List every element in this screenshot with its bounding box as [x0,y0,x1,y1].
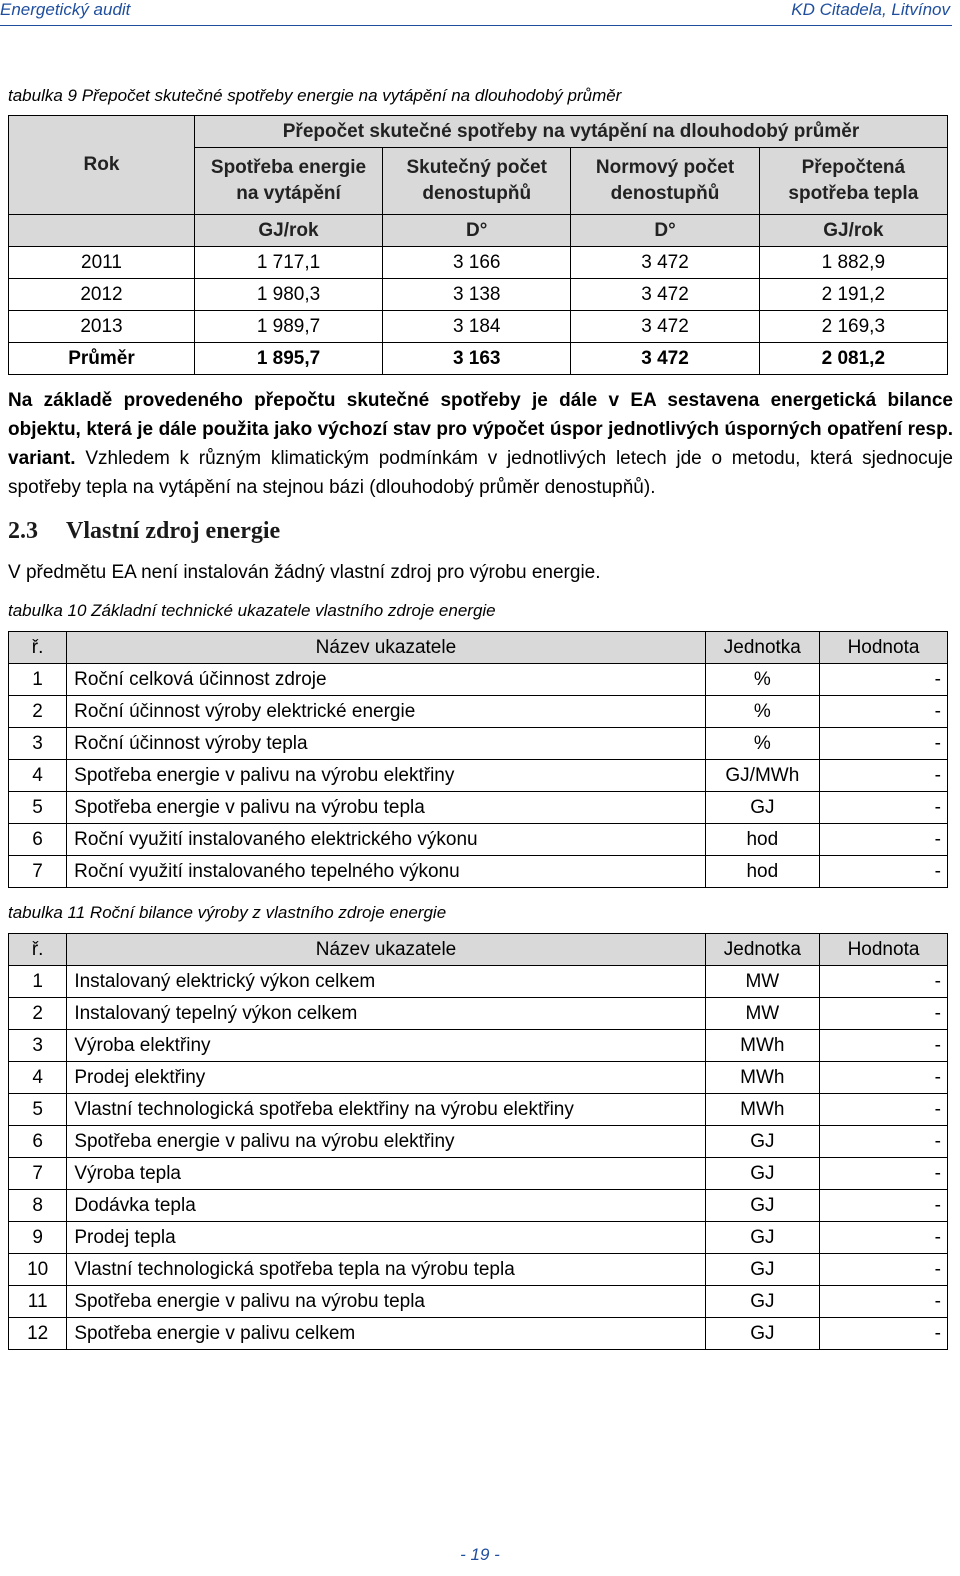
cell-number: 1 [9,664,67,696]
header-object-name: KD Citadela, Litvínov [791,0,950,19]
cell-unit: hod [705,856,819,888]
table-row [9,1126,948,1158]
cell-norm-degree-days: 3 472 [571,279,759,311]
cell-number: 8 [9,1190,67,1222]
header-col-3-line2: denostupňů [610,183,720,204]
cell-year: 2013 [9,311,195,343]
cell-unit: GJ [705,1254,819,1286]
unit-col-3: D° [571,215,759,247]
cell-value: - [820,792,948,824]
cell-number: 3 [9,728,67,760]
table9-title: Přepočet skutečné spotřeby na vytápění na dlouhodobý průměr [194,116,947,148]
technical-indicators-table [8,631,948,888]
cell-average-consumption: 1 895,7 [194,343,382,375]
table-row [9,279,948,311]
cell-value: - [820,1030,948,1062]
section-heading [8,518,280,545]
cell-name: Dodávka tepla [67,1190,705,1222]
cell-number: 5 [9,792,67,824]
cell-unit: GJ [705,1158,819,1190]
cell-unit: MWh [705,1030,819,1062]
table-row [9,728,948,760]
cell-year: 2011 [9,247,195,279]
cell-name: Výroba tepla [67,1158,705,1190]
cell-number: 7 [9,856,67,888]
cell-unit: GJ [705,1222,819,1254]
cell-unit: % [705,696,819,728]
cell-unit: % [705,728,819,760]
header-col-2-line2: denostupňů [422,183,532,204]
cell-average-recalculated: 2 081,2 [759,343,947,375]
header-rok: Rok [9,116,195,215]
cell-value: - [820,1318,948,1350]
header-col-2 [383,148,571,215]
cell-unit: MWh [705,1062,819,1094]
cell-name: Výroba elektřiny [67,1030,705,1062]
cell-unit: GJ [705,1126,819,1158]
cell-number: 6 [9,824,67,856]
cell-consumption: 1 989,7 [194,311,382,343]
table-row [9,998,948,1030]
header-rule [0,25,952,26]
unit-spacer [9,215,195,247]
table-row [9,1222,948,1254]
cell-number: 2 [9,696,67,728]
cell-recalculated: 2 191,2 [759,279,947,311]
table-row [9,696,948,728]
cell-name: Roční celková účinnost zdroje [67,664,706,696]
cell-actual-degree-days: 3 138 [383,279,571,311]
cell-value: - [820,1094,948,1126]
cell-value: - [820,760,948,792]
table10-caption: tabulka 10 Základní technické ukazatele vlastního zdroje energie [8,601,496,620]
table-row [9,311,948,343]
col-header-name: Název ukazatele [67,632,706,664]
col-header-value: Hodnota [820,632,948,664]
cell-unit: MW [705,966,819,998]
cell-actual-degree-days: 3 184 [383,311,571,343]
cell-consumption: 1 980,3 [194,279,382,311]
cell-name: Roční účinnost výroby elektrické energie [67,696,706,728]
table-row [9,1254,948,1286]
cell-actual-degree-days: 3 166 [383,247,571,279]
cell-unit: % [705,664,819,696]
annual-production-balance-table [8,933,948,1350]
col-header-unit: Jednotka [705,632,819,664]
header-document-type: Energetický audit [0,0,131,19]
cell-norm-degree-days: 3 472 [571,247,759,279]
section-title: Vlastní zdroj energie [66,518,281,544]
cell-average-norm: 3 472 [571,343,759,375]
cell-name: Spotřeba energie v palivu celkem [67,1318,705,1350]
table-row [9,856,948,888]
cell-number: 2 [9,998,67,1030]
cell-name: Roční využití instalovaného tepelného výkonu [67,856,706,888]
table-row [9,1030,948,1062]
own-source-statement: V předmětu EA není instalován žádný vlastní zdroj pro výrobu energie. [8,562,601,583]
cell-number: 12 [9,1318,67,1350]
cell-average-actual: 3 163 [383,343,571,375]
cell-name: Spotřeba energie v palivu na výrobu elektřiny [67,760,706,792]
cell-unit: GJ [705,1190,819,1222]
table-row [9,760,948,792]
unit-col-1: GJ/rok [194,215,382,247]
unit-col-4: GJ/rok [759,215,947,247]
cell-value: - [820,1254,948,1286]
cell-value: - [820,696,948,728]
heating-recalculation-table [8,115,948,375]
col-header-value: Hodnota [820,934,948,966]
header-col-2-line1: Skutečný počet [406,157,547,178]
table-row [9,1158,948,1190]
header-col-4-line2: spotřeba tepla [788,183,919,204]
header-col-4-line1: Přepočtená [801,157,906,178]
page-header [0,0,960,24]
cell-value: - [820,998,948,1030]
cell-name: Roční využití instalovaného elektrického výkonu [67,824,706,856]
energy-balance-paragraph [8,386,953,502]
cell-value: - [820,824,948,856]
header-col-3 [571,148,759,215]
cell-value: - [820,1222,948,1254]
cell-name: Roční účinnost výroby tepla [67,728,706,760]
cell-unit: hod [705,824,819,856]
table-row [9,1094,948,1126]
cell-name: Spotřeba energie v palivu na výrobu tepla [67,792,706,824]
col-header-unit: Jednotka [705,934,819,966]
cell-name: Vlastní technologická spotřeba tepla na výrobu tepla [67,1254,705,1286]
header-col-4 [759,148,947,215]
cell-name: Instalovaný tepelný výkon celkem [67,998,705,1030]
cell-value: - [820,728,948,760]
cell-unit: MWh [705,1094,819,1126]
unit-col-2: D° [383,215,571,247]
cell-average-label: Průměr [9,343,195,375]
col-header-name: Název ukazatele [67,934,705,966]
cell-value: - [820,1158,948,1190]
cell-number: 4 [9,1062,67,1094]
table-row [9,1318,948,1350]
cell-name: Prodej tepla [67,1222,705,1254]
cell-number: 5 [9,1094,67,1126]
cell-norm-degree-days: 3 472 [571,311,759,343]
cell-value: - [820,966,948,998]
cell-number: 3 [9,1030,67,1062]
table-row [9,664,948,696]
cell-value: - [820,1190,948,1222]
cell-number: 11 [9,1286,67,1318]
cell-unit: GJ [705,1286,819,1318]
cell-unit: MW [705,998,819,1030]
cell-name: Instalovaný elektrický výkon celkem [67,966,705,998]
table-row [9,1286,948,1318]
cell-number: 9 [9,1222,67,1254]
col-header-number: ř. [9,934,67,966]
cell-value: - [820,664,948,696]
cell-value: - [820,1286,948,1318]
cell-unit: GJ [705,792,819,824]
section-number: 2.3 [8,518,38,544]
cell-year: 2012 [9,279,195,311]
cell-number: 6 [9,1126,67,1158]
cell-value: - [820,1126,948,1158]
header-col-3-line1: Normový počet [595,157,735,178]
header-col-1-line1: Spotřeba energie [210,157,367,178]
header-col-1-line2: na vytápění [236,183,341,204]
cell-number: 1 [9,966,67,998]
cell-name: Prodej elektřiny [67,1062,705,1094]
paragraph-normal-text: Vzhledem k různým klimatickým podmínkám v jednotlivých letech jde o metodu, která sjednocuje spotřeby tepla na vytápění na stejnou bázi (dlouhodobý průměr denostupňů). [8,448,953,498]
table-row [9,966,948,998]
cell-name: Vlastní technologická spotřeba elektřiny na výrobu elektřiny [67,1094,705,1126]
table-row [9,247,948,279]
cell-unit: GJ/MWh [705,760,819,792]
cell-consumption: 1 717,1 [194,247,382,279]
cell-recalculated: 2 169,3 [759,311,947,343]
cell-value: - [820,1062,948,1094]
paragraph-bold-text: Na základě provedeného přepočtu skutečné spotřeby je dále v EA sestavena energetická bilance objektu, která je dále použita jako výchozí stav pro výpočet úspor jednotlivých úsporných opatření resp. variant. [8,390,953,469]
table-row [9,792,948,824]
cell-recalculated: 1 882,9 [759,247,947,279]
cell-number: 4 [9,760,67,792]
cell-name: Spotřeba energie v palivu na výrobu tepla [67,1286,705,1318]
average-row [9,343,948,375]
col-header-number: ř. [9,632,67,664]
cell-number: 7 [9,1158,67,1190]
table-row [9,824,948,856]
table11-caption: tabulka 11 Roční bilance výroby z vlastního zdroje energie [8,903,447,922]
table9-caption: tabulka 9 Přepočet skutečné spotřeby energie na vytápění na dlouhodobý průměr [8,86,622,105]
table-row [9,1190,948,1222]
cell-unit: GJ [705,1318,819,1350]
table-row [9,1062,948,1094]
cell-number: 10 [9,1254,67,1286]
cell-name: Spotřeba energie v palivu na výrobu elektřiny [67,1126,705,1158]
header-col-1 [194,148,382,215]
page-number: - 19 - [460,1545,500,1564]
cell-value: - [820,856,948,888]
